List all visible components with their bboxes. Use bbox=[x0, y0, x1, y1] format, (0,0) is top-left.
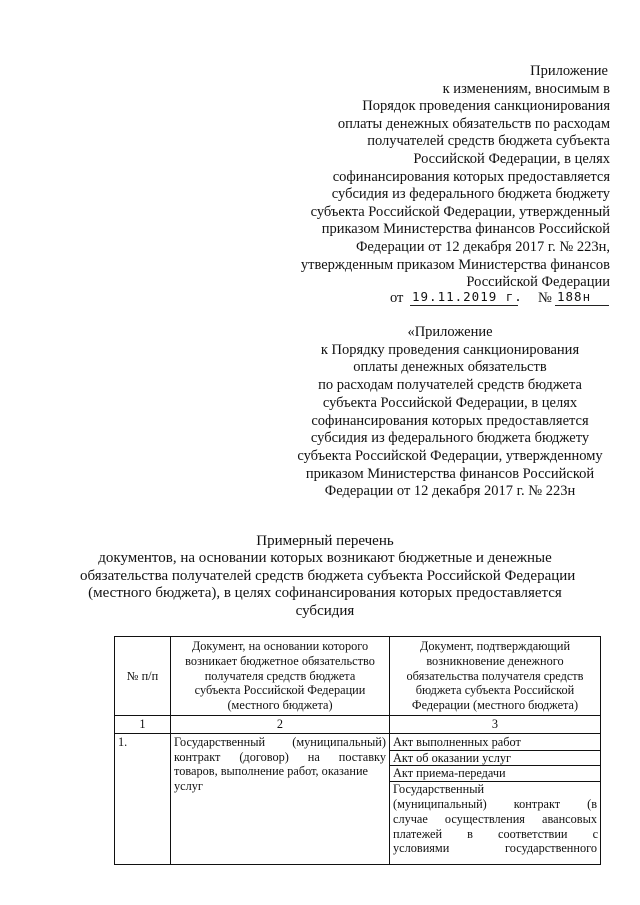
appendix-quote-line: к Порядку проведения санкционирования bbox=[320, 341, 580, 358]
header-num: № п/п bbox=[115, 637, 171, 716]
document-title-heading: Примерный перечень bbox=[256, 533, 394, 549]
appendix-header-line: Российской Федерации bbox=[466, 274, 610, 291]
column-number-row bbox=[115, 716, 601, 734]
confirming-document-cell bbox=[390, 733, 601, 864]
confirming-document-item: Государственный (муниципальный) контракт (в случае осуществления авансовых платежей в соответствии с условиями государственного bbox=[393, 782, 599, 856]
appendix-quote-line: софинансирования которых предоставляется bbox=[311, 412, 589, 429]
order-date-line bbox=[390, 290, 610, 308]
appendix-header-line: приказом Министерства финансов Российской bbox=[321, 221, 610, 238]
confirming-document-item: Акт приема-передачи bbox=[390, 766, 600, 782]
document-title bbox=[90, 532, 560, 550]
appendix-header-line: получателей средств бюджета субъекта bbox=[367, 133, 610, 150]
appendix-quote-line: субъекта Российской Федерации, утвержденному bbox=[297, 447, 603, 464]
document-subtitle-line: субсидия bbox=[295, 603, 355, 620]
confirming-document-item: Акт выполненных работ bbox=[390, 735, 600, 751]
appendix-header-line: Федерации от 12 декабря 2017 г. № 223н, bbox=[355, 238, 610, 255]
order-date-value: 19.11.2019 г. bbox=[412, 289, 523, 304]
appendix-header-line: утвержденным приказом Министерства финансов bbox=[300, 256, 610, 273]
table-header-row bbox=[115, 637, 601, 716]
number-prefix: № bbox=[538, 290, 552, 306]
appendix-header-line: Приложение bbox=[530, 63, 608, 79]
document-subtitle bbox=[80, 550, 576, 621]
appendix-header-line: оплаты денежных обязательств по расходам bbox=[337, 115, 610, 132]
order-number-value: 188н bbox=[555, 289, 609, 306]
document-subtitle-line: обязательства получателей средств бюджета субъекта Российской Федерации bbox=[80, 567, 576, 584]
appendix-header-line: Порядок проведения санкционирования bbox=[362, 98, 610, 115]
appendix-header-line: софинансирования которых предоставляется bbox=[332, 168, 610, 185]
appendix-quote-line: «Приложение bbox=[407, 324, 493, 340]
appendix-quote-line: субъекта Российской Федерации, в целях bbox=[322, 394, 578, 411]
date-prefix: от bbox=[390, 290, 404, 306]
basis-document-cell: Государственный (муниципальный) контракт (договор) на поставку товаров, выполнение работ, оказание услуг bbox=[171, 733, 390, 864]
appendix-quote bbox=[270, 324, 630, 501]
confirming-document-item: Акт об оказании услуг bbox=[390, 751, 600, 767]
appendix-quote-line: субсидия из федерального бюджета бюджету bbox=[310, 430, 590, 447]
column-number: 1 bbox=[115, 716, 171, 734]
appendix-header bbox=[280, 63, 610, 292]
appendix-header-line: субъекта Российской Федерации, утвержденный bbox=[310, 203, 610, 220]
column-number: 2 bbox=[171, 716, 390, 734]
table-row bbox=[115, 733, 601, 864]
document-subtitle-line: (местного бюджета), в целях софинансирования которых предоставляется bbox=[88, 585, 562, 602]
appendix-header-line: к изменениям, вносимым в bbox=[442, 80, 610, 97]
header-confirming-document: Документ, подтверждающий возникновение денежного обязательства получателя средств бюджета субъекта Российской Федерации (местного бюджета) bbox=[390, 637, 601, 716]
appendix-quote-line: приказом Министерства финансов Российской bbox=[305, 465, 595, 482]
row-number: 1. bbox=[115, 733, 171, 864]
documents-table bbox=[114, 636, 601, 865]
appendix-quote-line: оплаты денежных обязательств bbox=[353, 359, 547, 376]
column-number: 3 bbox=[390, 716, 601, 734]
appendix-quote-line: по расходам получателей средств бюджета bbox=[318, 377, 582, 394]
appendix-header-line: субсидия из федерального бюджета бюджету bbox=[331, 186, 610, 203]
appendix-quote-line: Федерации от 12 декабря 2017 г. № 223н bbox=[324, 483, 576, 500]
document-subtitle-line: документов, на основании которых возникают бюджетные и денежные bbox=[98, 550, 552, 566]
header-basis-document: Документ, на основании которого возникает бюджетное обязательство получателя средств бюджета субъекта Российской Федерации (местного бюджета) bbox=[171, 637, 390, 716]
appendix-header-line: Российской Федерации, в целях bbox=[413, 150, 610, 167]
